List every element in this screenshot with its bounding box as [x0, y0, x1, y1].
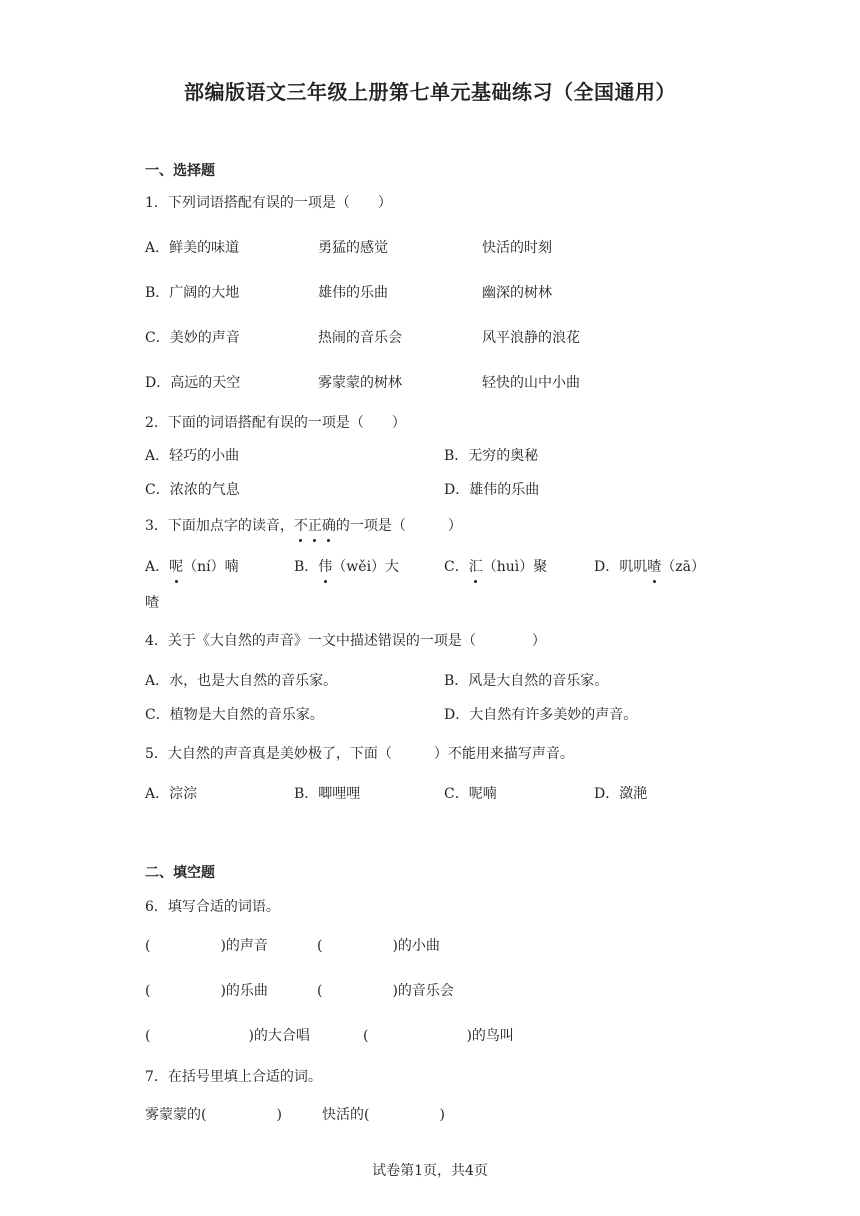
q3-d-reading: （zā） — [661, 559, 705, 575]
q1-option-c-col2: 热闹的音乐会 — [318, 330, 402, 346]
q3-d-label: D．叽叽 — [594, 559, 648, 575]
q3-option-c — [444, 556, 547, 576]
q5-option-a: A．淙淙 — [145, 786, 198, 802]
q5-option-d: D．潋滟 — [594, 786, 648, 802]
section-heading-fill: 二、填空题 — [145, 865, 215, 881]
q3-option-d-wrap: 喳 — [145, 595, 159, 611]
q4-option-b: B．风是大自然的音乐家。 — [444, 673, 609, 689]
q3-stem-suffix: 的一项是（ ） — [335, 518, 462, 534]
q1-option-c-col1: C．美妙的声音 — [145, 330, 240, 346]
q1-option-d-col2: 雾蒙蒙的树林 — [318, 375, 402, 391]
emphasis-dotted-char: 确 — [322, 515, 336, 535]
q1-option-a-col1: A．鲜美的味道 — [145, 240, 240, 256]
q1-option-d-col1: D．高远的天空 — [145, 375, 241, 391]
q1-option-c-col3: 风平浪静的浪花 — [482, 330, 580, 346]
q3-a-reading: （ní）喃 — [183, 559, 239, 575]
q3-option-d — [594, 556, 705, 576]
q1-option-b-col3: 幽深的树林 — [482, 285, 552, 301]
q2-option-b: B．无穷的奥秘 — [444, 448, 539, 464]
page-title: 部编版语文三年级上册第七单元基础练习（全国通用） — [184, 80, 676, 104]
question-3-stem — [145, 515, 462, 535]
question-5-stem: 5．大自然的声音真是美妙极了，下面（ ）不能用来描写声音。 — [145, 746, 574, 762]
q3-stem-emphasis — [294, 518, 336, 534]
question-2-stem: 2．下面的词语搭配有误的一项是（ ） — [145, 415, 406, 431]
q3-option-b — [294, 556, 399, 576]
q1-option-b-col1: B．广阔的大地 — [145, 285, 240, 301]
q6-blank-6: ( )的鸟叫 — [363, 1028, 514, 1044]
q1-option-b-col2: 雄伟的乐曲 — [318, 285, 388, 301]
q6-blank-5: ( )的大合唱 — [145, 1028, 310, 1044]
q1-option-a-col3: 快活的时刻 — [482, 240, 552, 256]
q2-option-c: C．浓浓的气息 — [145, 482, 240, 498]
q3-c-reading: （huì）聚 — [482, 559, 548, 575]
question-7-stem: 7．在括号里填上合适的词。 — [145, 1069, 322, 1085]
emphasis-dotted-char: 不 — [294, 515, 308, 535]
q1-option-d-col3: 轻快的山中小曲 — [482, 375, 580, 391]
q3-b-reading: （wěi）大 — [332, 559, 400, 575]
q3-c-label: C． — [444, 559, 469, 575]
q4-option-c: C．植物是大自然的音乐家。 — [145, 707, 324, 723]
question-1-stem: 1．下列词语搭配有误的一项是（ ） — [145, 195, 392, 211]
q4-option-d: D．大自然有许多美妙的声音。 — [444, 707, 638, 723]
page-footer: 试卷第1页，共4页 — [372, 1163, 488, 1179]
q3-a-dotted-char: 呢 — [169, 556, 183, 576]
question-4-stem: 4．关于《大自然的声音》一文中描述错误的一项是（ ） — [145, 633, 546, 649]
q3-a-label: A． — [145, 559, 170, 575]
emphasis-dotted-char: 正 — [308, 515, 322, 535]
q3-c-dotted-char: 汇 — [469, 556, 483, 576]
q3-option-a — [145, 556, 239, 576]
q7-blank-2: 快活的( ) — [322, 1107, 445, 1123]
q7-blank-1: 雾蒙蒙的( ) — [145, 1107, 282, 1123]
q6-blank-2: ( )的小曲 — [317, 938, 440, 954]
q3-b-dotted-char: 伟 — [318, 556, 332, 576]
q6-blank-3: ( )的乐曲 — [145, 983, 268, 999]
section-heading-choice: 一、选择题 — [145, 163, 215, 179]
q6-blank-1: ( )的声音 — [145, 938, 268, 954]
q3-stem-prefix: 3．下面加点字的读音， — [145, 518, 294, 534]
q2-option-a: A．轻巧的小曲 — [145, 448, 240, 464]
q2-option-d: D．雄伟的乐曲 — [444, 482, 540, 498]
q5-option-b: B．唧哩哩 — [294, 786, 361, 802]
q1-option-a-col2: 勇猛的感觉 — [318, 240, 388, 256]
q3-b-label: B． — [294, 559, 319, 575]
q4-option-a: A．水，也是大自然的音乐家。 — [145, 673, 338, 689]
q6-blank-4: ( )的音乐会 — [317, 983, 454, 999]
q5-option-c: C．呢喃 — [444, 786, 497, 802]
question-6-stem: 6．填写合适的词语。 — [145, 899, 280, 915]
q3-d-dotted-char: 喳 — [647, 556, 661, 576]
